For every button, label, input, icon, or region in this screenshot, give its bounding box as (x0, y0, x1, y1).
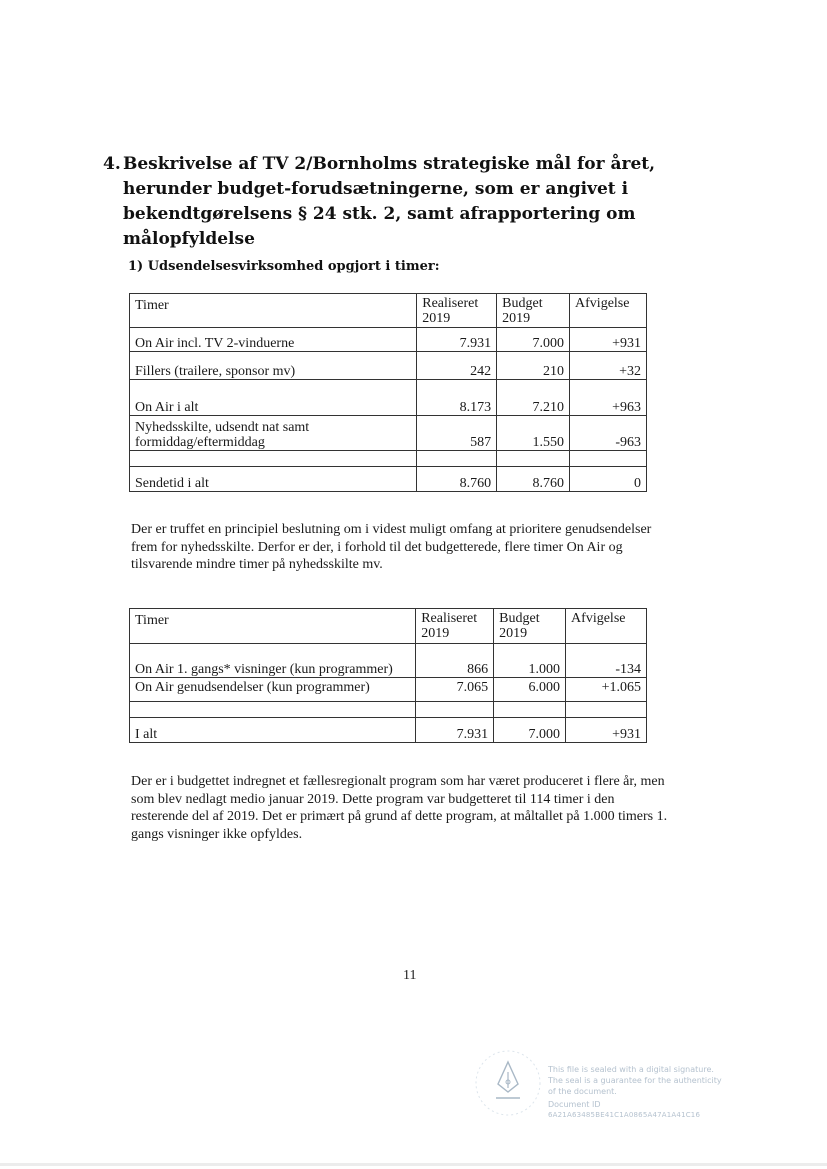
table-row (130, 380, 647, 416)
row-afvigelse: 0 (570, 467, 647, 492)
paragraph-1: Der er truffet en principiel beslutning om i videst muligt omfang at prioritere genudsendelser frem for nyhedsskilte. Derfor er der, i forhold til det budgetterede, flere timer On Air og tilsvarende mindre timer på nyhedsskilte mv. (131, 522, 652, 572)
row-realiseret (417, 451, 497, 467)
header-budget: Budget 2019 (497, 294, 570, 328)
page-number: 11 (403, 968, 417, 983)
seal-doc-id-label: Document ID (548, 1100, 601, 1109)
table-row (130, 416, 647, 451)
table-row-total (130, 718, 647, 743)
row-label: On Air 1. gangs* visninger (kun programmer) (130, 644, 416, 678)
table-header-row (130, 294, 647, 328)
table-row (130, 352, 647, 380)
seal-notice (548, 1064, 758, 1121)
scan-edge-divider (0, 1163, 827, 1166)
row-realiseret: 7.931 (416, 718, 494, 743)
section-number: 4. (103, 154, 121, 174)
row-realiseret: 866 (416, 644, 494, 678)
row-label: I alt (130, 718, 416, 743)
row-budget (497, 451, 570, 467)
row-realiseret: 242 (417, 352, 497, 380)
table-header-row (130, 609, 647, 644)
row-afvigelse (570, 451, 647, 467)
row-budget (494, 702, 566, 718)
row-label: Fillers (trailere, sponsor mv) (130, 352, 417, 380)
section-heading-text: Beskrivelse af TV 2/Bornholms strategiske mål for året, herunder budget-forudsætningerne, som er angivet i bekendtgørelsens § 24 stk. 2, samt afrapportering om målopfyldelse (123, 154, 656, 249)
row-budget: 7.000 (497, 328, 570, 352)
seal-line-3: of the document. (548, 1087, 617, 1096)
header-timer: Timer (130, 294, 417, 328)
program-hours-table (129, 608, 647, 743)
row-realiseret (416, 702, 494, 718)
row-budget: 1.000 (494, 644, 566, 678)
row-label (130, 702, 416, 718)
row-afvigelse (566, 702, 647, 718)
header-realiseret: Realiseret 2019 (416, 609, 494, 644)
row-afvigelse: -963 (570, 416, 647, 451)
table-row (130, 328, 647, 352)
seal-line-1: This file is sealed with a digital signature. (548, 1065, 714, 1074)
broadcast-hours-table (129, 293, 647, 492)
row-label: On Air genudsendelser (kun programmer) (130, 678, 416, 702)
seal-line-2: The seal is a guarantee for the authenticity (548, 1076, 722, 1085)
row-label (130, 451, 417, 467)
seal-pen-icon (470, 1048, 546, 1118)
subsection-title: 1) Udsendelsesvirksomhed opgjort i timer: (128, 259, 440, 274)
row-budget: 1.550 (497, 416, 570, 451)
row-label: Sendetid i alt (130, 467, 417, 492)
row-budget: 7.000 (494, 718, 566, 743)
header-afvigelse: Afvigelse (570, 294, 647, 328)
table-row (130, 644, 647, 678)
row-realiseret: 587 (417, 416, 497, 451)
row-budget: 8.760 (497, 467, 570, 492)
seal-doc-id: 6A21A63485BE41C1A0865A47A1A41C16 (548, 1111, 701, 1119)
row-afvigelse: +931 (570, 328, 647, 352)
row-label: On Air i alt (130, 380, 417, 416)
header-budget: Budget 2019 (494, 609, 566, 644)
row-afvigelse: -134 (566, 644, 647, 678)
row-realiseret: 7.065 (416, 678, 494, 702)
row-afvigelse: +1.065 (566, 678, 647, 702)
row-realiseret: 8.173 (417, 380, 497, 416)
table-row-empty (130, 702, 647, 718)
row-label: On Air incl. TV 2-vinduerne (130, 328, 417, 352)
section-heading (103, 152, 723, 252)
row-afvigelse: +963 (570, 380, 647, 416)
row-budget: 6.000 (494, 678, 566, 702)
header-timer: Timer (130, 609, 416, 644)
row-label: Nyhedsskilte, udsendt nat samt formiddag/eftermiddag (130, 416, 417, 451)
header-afvigelse: Afvigelse (566, 609, 647, 644)
row-afvigelse: +931 (566, 718, 647, 743)
table-row-empty (130, 451, 647, 467)
row-budget: 7.210 (497, 380, 570, 416)
row-realiseret: 8.760 (417, 467, 497, 492)
row-budget: 210 (497, 352, 570, 380)
header-realiseret: Realiseret 2019 (417, 294, 497, 328)
paragraph-2: Der er i budgettet indregnet et fællesregionalt program som har været produceret i flere år, men som blev nedlagt medio januar 2019. Dette program var budgetteret til 114 timer i den resterende del af 2019. Det er primært på grund af dette program, at måltallet på 1.000 timers 1. gangs visninger ikke opfyldes. (131, 774, 668, 842)
table-row-total (130, 467, 647, 492)
row-afvigelse: +32 (570, 352, 647, 380)
table-row (130, 678, 647, 702)
row-realiseret: 7.931 (417, 328, 497, 352)
